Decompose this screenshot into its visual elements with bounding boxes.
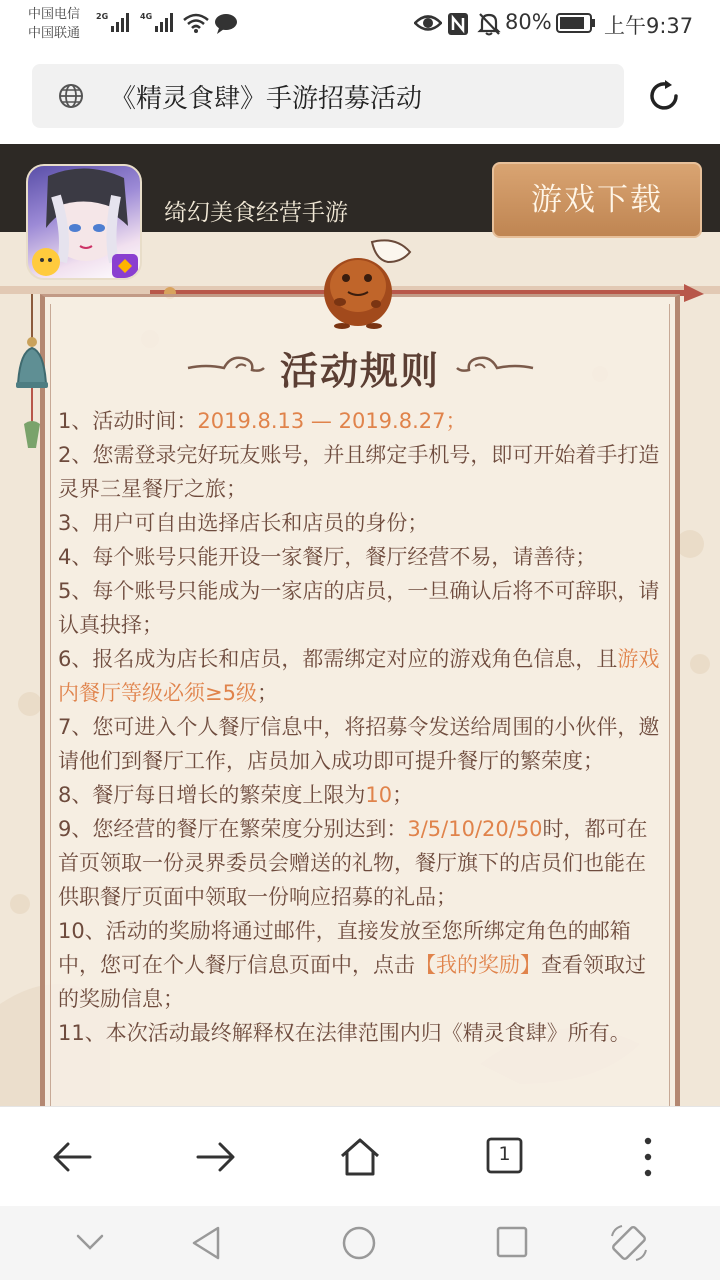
cloud-ornament-right-icon xyxy=(455,350,535,380)
carrier-2: 中国联通 xyxy=(28,26,81,41)
rules-title: 活动规则 xyxy=(279,348,440,393)
chevron-down-icon[interactable] xyxy=(74,1230,106,1254)
rule-item: 7、您可进入个人餐厅信息中，将招募令发送给周围的小伙伴，邀请他们到餐厅工作，店员加入成功即可提升餐厅的繁荣度； xyxy=(58,715,660,773)
signal-1-icon xyxy=(96,12,129,32)
eye-comfort-icon xyxy=(414,12,442,34)
rule-item: 9、您经营的餐厅在繁荣度分别达到：3/5/10/20/50时，都可在首页领取一份灵界委员会赠送的礼物，餐厅旗下的店员们也能在供职餐厅页面中领取一份响应招募的礼品； xyxy=(58,817,648,909)
rule-item: 8、餐厅每日增长的繁荣度上限为10； xyxy=(58,783,414,807)
forward-arrow-icon[interactable] xyxy=(194,1135,238,1179)
game-download-button[interactable]: 游戏下载 xyxy=(492,162,702,238)
app-icon[interactable] xyxy=(26,164,142,280)
rule-item: 6、报名成为店长和店员，都需绑定对应的游戏角色信息，且游戏内餐厅等级必须≥5级； xyxy=(58,647,660,705)
tabs-button[interactable] xyxy=(484,1135,528,1179)
mute-bell-icon xyxy=(477,11,501,37)
page-title: 《精灵食肆》手游招募活动 xyxy=(110,84,423,114)
battery-icon xyxy=(556,13,596,33)
back-triangle-icon[interactable] xyxy=(188,1224,224,1262)
rule-item: 2、您需登录完好玩友账号，并且绑定手机号，即可开始着手打造灵界三星餐厅之旅； xyxy=(58,443,660,501)
back-arrow-icon[interactable] xyxy=(50,1135,94,1179)
status-bar xyxy=(0,0,720,48)
banner-slogan: 绮幻美食经营手游 xyxy=(164,200,348,226)
app-icon-artwork xyxy=(28,166,142,280)
battery-percent: 80% xyxy=(505,10,552,34)
rules-list xyxy=(58,404,664,1050)
system-navigation-bar xyxy=(0,1206,720,1280)
signal-2-icon xyxy=(140,12,173,32)
home-icon[interactable] xyxy=(338,1135,382,1179)
tab-count: 1 xyxy=(498,1143,511,1165)
globe-icon xyxy=(58,83,84,109)
signal-1-tag: 2G xyxy=(96,12,109,21)
browser-toolbar xyxy=(0,1106,720,1206)
more-icon[interactable] xyxy=(626,1135,670,1179)
rule-item: 10、活动的奖励将通过邮件，直接发放至您所绑定角色的邮箱中，您可在个人餐厅信息页面中，点击【我的奖励】查看领取过的奖励信息； xyxy=(58,919,646,1011)
mascot-icon xyxy=(318,236,414,332)
address-bar[interactable] xyxy=(32,64,624,128)
wifi-icon xyxy=(182,12,210,34)
rule-item: 3、用户可自由选择店长和店员的身份； xyxy=(58,511,429,535)
reload-icon[interactable] xyxy=(644,76,684,116)
signal-2-tag: 4G xyxy=(140,12,153,21)
rule-item: 1、活动时间：2019.8.13 — 2019.8.27； xyxy=(58,409,467,433)
rule-item: 5、每个账号只能成为一家店的店员，一旦确认后将不可辞职，请认真抉择； xyxy=(58,579,660,637)
rule-item: 11、本次活动最终解释权在法律范围内归《精灵食肆》所有。 xyxy=(58,1021,631,1045)
rotate-icon[interactable] xyxy=(608,1222,650,1264)
carrier-1: 中国电信 xyxy=(28,7,81,22)
rule-item: 4、每个账号只能开设一家餐厅，餐厅经营不易，请善待； xyxy=(58,545,597,569)
web-page xyxy=(0,144,720,1106)
address-bar-area xyxy=(0,48,720,144)
carrier-names xyxy=(28,5,80,43)
clock: 上午9:37 xyxy=(604,14,694,38)
message-icon xyxy=(214,13,238,35)
home-circle-icon[interactable] xyxy=(340,1224,378,1262)
nfc-icon xyxy=(447,12,469,36)
recents-square-icon[interactable] xyxy=(494,1224,530,1260)
